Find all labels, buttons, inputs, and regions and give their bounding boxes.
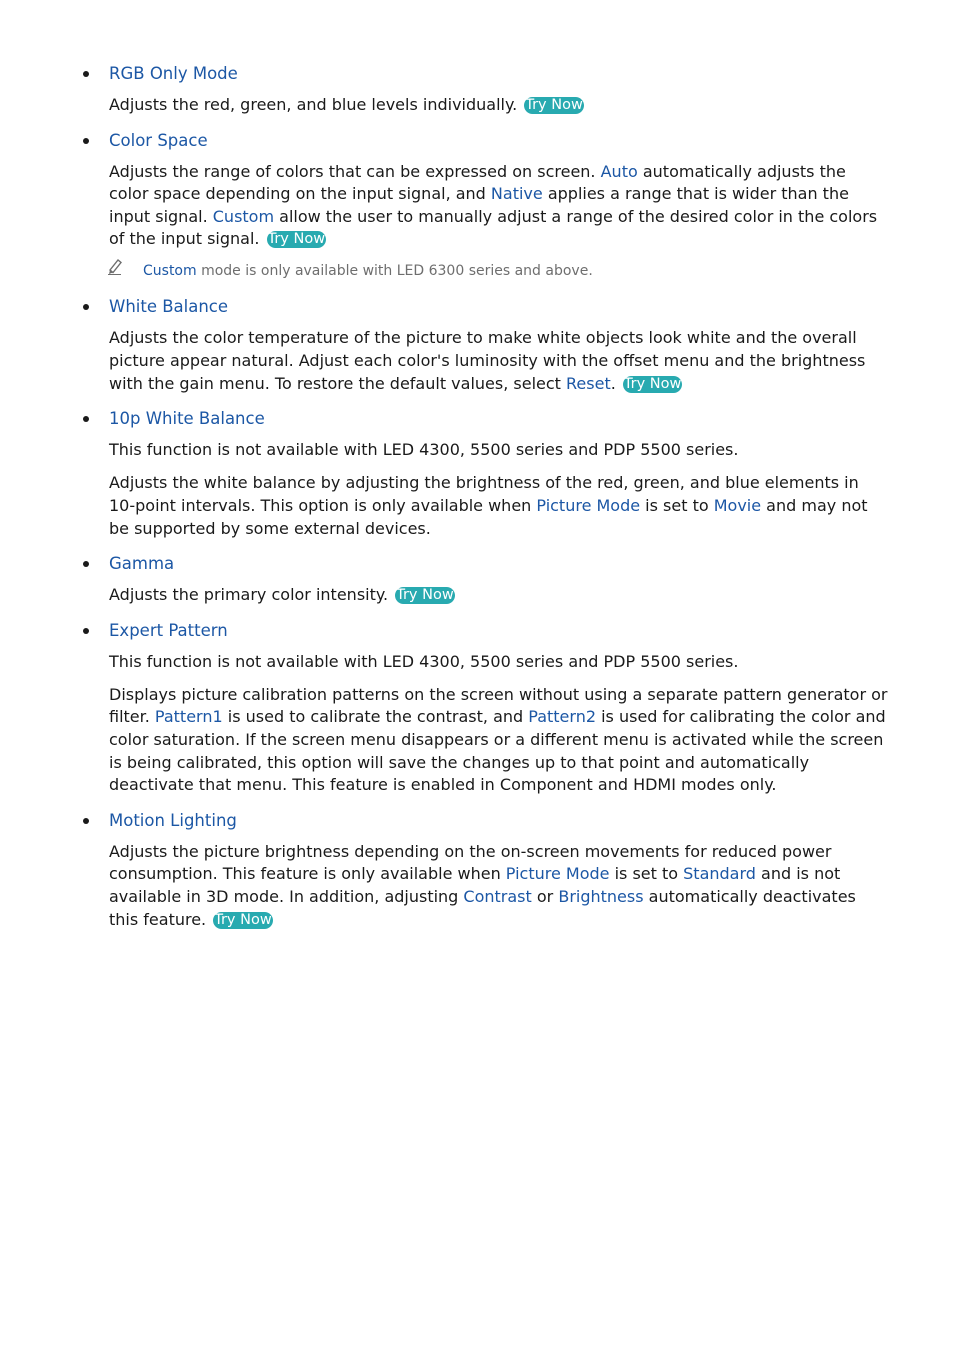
body-text: is used to calibrate the contrast, and xyxy=(222,707,529,727)
section-expert-pattern xyxy=(0,617,954,797)
body-text: Adjusts the red, green, and blue levels individually. xyxy=(109,95,523,114)
try-now-button[interactable]: Try Now xyxy=(267,231,326,248)
body-text: Adjusts the white balance by adjusting the brightness of the red, green, and blue elements in 10-point intervals. This option is only available when xyxy=(109,473,859,515)
try-now-button[interactable]: Try Now xyxy=(623,375,682,392)
try-now-button[interactable]: Try Now xyxy=(525,97,583,113)
body-text: This function is not available with LED 4300, 5500 series and PDP 5500 series. xyxy=(109,651,739,671)
body-text: allow the user to manually adjust a range of the desired color in the colors of the input signal. xyxy=(109,206,878,249)
try-now-button[interactable]: Try Now xyxy=(214,911,272,928)
section-heading: Expert Pattern xyxy=(109,620,228,640)
menu-term: Movie xyxy=(713,495,762,515)
body-text: is set to xyxy=(640,495,714,515)
section-white-balance xyxy=(0,293,954,395)
body-text: Adjusts the color temperature of the picture to make white objects look white and the overall picture appear natural. Adjust each color's luminosity with the offset menu and the brightness with the gain menu. To restore the default values, select xyxy=(109,328,866,393)
menu-term: Auto xyxy=(600,161,638,181)
bullet-icon xyxy=(83,416,89,422)
section-heading: Gamma xyxy=(109,554,175,574)
section-paragraph xyxy=(109,94,888,117)
menu-term: Contrast xyxy=(463,886,532,906)
menu-term: Standard xyxy=(683,864,756,884)
body-text: automatically adjusts the color space depending on the input signal, and xyxy=(109,161,846,204)
try-now-button[interactable]: Try Now xyxy=(396,587,454,604)
body-text: or xyxy=(531,886,559,906)
body-text: Adjusts the picture brightness depending on the on-screen movements for reduced power consumption. This feature is only available when xyxy=(109,841,832,884)
section-heading: Motion Lighting xyxy=(109,810,237,830)
menu-term: Pattern1 xyxy=(154,707,223,727)
menu-term: Native xyxy=(490,184,543,204)
note xyxy=(109,261,888,281)
body-text: is used for calibrating the color and color saturation. If the screen menu disappears or a different menu is activated while the screen is being calibrated, this option will save the changes up to that point and automatically deactivate that menu. This feature is enabled in Component and HDMI modes only. xyxy=(109,707,886,795)
menu-term: Custom xyxy=(143,263,197,280)
section-paragraph xyxy=(109,841,888,931)
bullet-icon xyxy=(83,304,89,310)
bullet-icon xyxy=(83,71,89,77)
bullet-icon xyxy=(83,561,89,567)
manual-page xyxy=(0,60,954,941)
body-text: Adjusts the range of colors that can be expressed on screen. xyxy=(109,161,601,181)
body-text: Displays picture calibration patterns on the screen without using a separate pattern generator or filter. xyxy=(109,684,888,727)
pencil-note-icon xyxy=(107,257,123,275)
menu-term: Picture Mode xyxy=(505,864,610,884)
section-gamma xyxy=(0,550,954,607)
section-paragraph xyxy=(109,651,888,674)
body-text: Adjusts the primary color intensity. xyxy=(109,585,394,605)
section-heading: RGB Only Mode xyxy=(109,64,238,83)
section-heading: White Balance xyxy=(109,297,229,317)
menu-term: Pattern2 xyxy=(528,707,597,727)
section-heading: 10p White Balance xyxy=(109,409,265,429)
body-text: applies a range that is wider than the input signal. xyxy=(109,184,849,226)
bullet-icon xyxy=(83,628,89,634)
menu-term: Reset xyxy=(566,373,611,393)
body-text: and may not be supported by some external devices. xyxy=(109,495,868,538)
section-color-space xyxy=(0,127,954,282)
bullet-icon xyxy=(83,138,89,144)
body-text: automatically deactivates this feature. xyxy=(109,886,856,929)
body-text: is set to xyxy=(609,864,684,884)
section-rgb-only-mode xyxy=(0,60,954,117)
section-paragraph xyxy=(109,684,888,797)
section-paragraph xyxy=(109,327,888,395)
menu-term: Custom xyxy=(212,206,275,226)
section-heading: Color Space xyxy=(109,130,208,150)
section-10p-white-balance xyxy=(0,405,954,540)
body-text: and is not available in 3D mode. In addition, adjusting xyxy=(109,864,841,906)
body-text: mode is only available with LED 6300 series and above. xyxy=(196,263,593,280)
body-text: . xyxy=(610,373,621,393)
section-paragraph xyxy=(109,472,888,540)
section-paragraph xyxy=(109,439,888,462)
menu-term: Picture Mode xyxy=(536,495,641,515)
bullet-icon xyxy=(83,818,89,824)
section-paragraph xyxy=(109,584,888,607)
menu-term: Brightness xyxy=(558,886,644,906)
body-text: This function is not available with LED 4300, 5500 series and PDP 5500 series. xyxy=(109,440,739,460)
section-paragraph xyxy=(109,161,888,251)
section-motion-lighting xyxy=(0,807,954,931)
